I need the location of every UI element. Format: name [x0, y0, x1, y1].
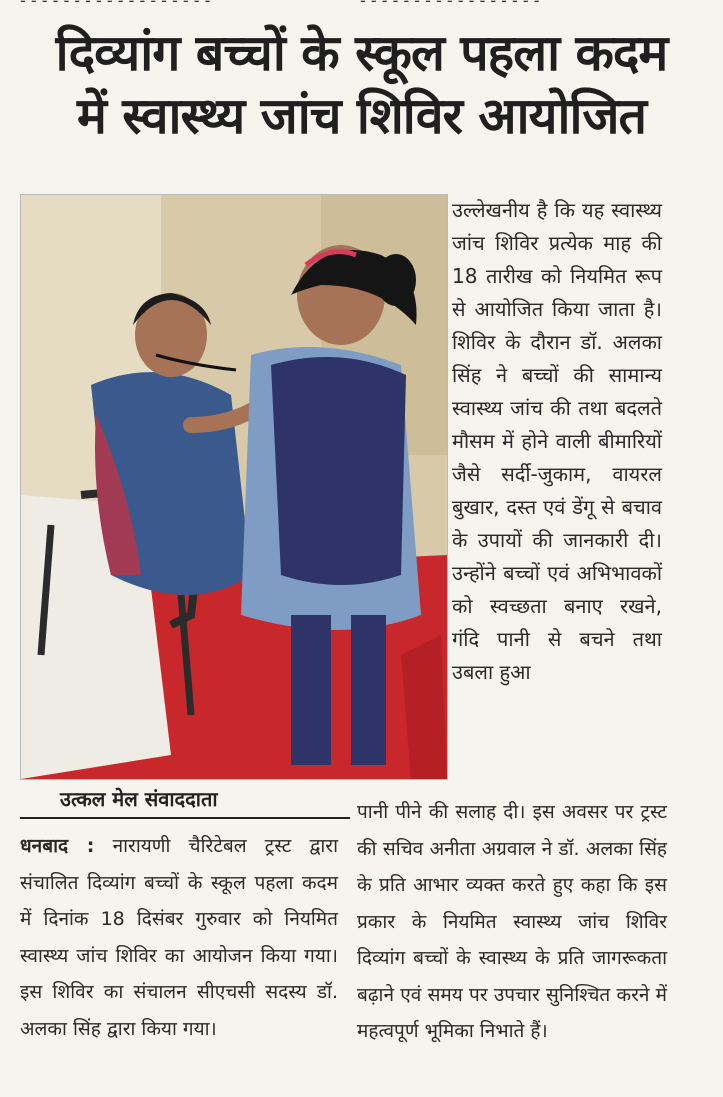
- byline-block: [20, 785, 350, 821]
- article-left-column: [20, 828, 338, 1047]
- news-photo: [20, 194, 448, 780]
- byline-rule: [20, 817, 350, 819]
- article-right-column: उल्लेखनीय है कि यह स्वास्थ्य जांच शिविर प्रत्येक माह की 18 तारीख को नियमित रूप से आयोजित किया जाता है। शिविर के दौरान डॉ. अलका सिंह ने बच्चों की सामान्य स्वास्थ्य जांच की तथा बदलते मौसम में होने वाली बीमारियों जैसे सर्दी-जुकाम, वायरल बुखार, दस्त एवं डेंगू से बचाव के उपायों की जानकारी दी। उन्होंने बच्चों एवं अभिभावकों को स्वच्छता बनाए रखने, गंदि पानी से बचने तथा उबला हुआ: [452, 198, 662, 684]
- health-checkup-photo: [21, 195, 447, 779]
- cropped-previous-text: - - - - - - - - - - - - - - - - - - - - - - - - - - - - - - - - - - -: [20, 0, 540, 10]
- dateline: धनबाद :: [20, 835, 95, 857]
- headline: [0, 22, 723, 148]
- byline: उत्कल मेल संवाददाता: [60, 787, 218, 811]
- article-left-text: नारायणी चैरिटेबल ट्रस्ट द्वारा संचालित दिव्यांग बच्चों के स्कूल पहला कदम में दिनांक 18 दिसंबर गुरुवार को नियमित स्वास्थ्य जांच शिविर का आयोजन किया गया। इस शिविर का संचालन सीएचसी सदस्य डॉ. अलका सिंह द्वारा किया गया।: [20, 835, 338, 1040]
- headline-line-2: में स्वास्थ्य जांच शिविर आयोजित: [76, 87, 647, 145]
- headline-line-1: दिव्यांग बच्चों के स्कूल पहला कदम: [55, 24, 668, 82]
- article-bottom-right-column: पानी पीने की सलाह दी। इस अवसर पर ट्रस्ट की सचिव अनीता अग्रवाल ने डॉ. अलका सिंह के प्रति आभार व्यक्त करते हुए कहा कि इस प्रकार के नियमित स्वास्थ्य जांच शिविर दिव्यांग बच्चों के स्वास्थ्य के प्रति जागरूकता बढ़ाने एवं समय पर उपचार सुनिश्चित करने में महत्वपूर्ण भूमिका निभाते हैं।: [357, 801, 667, 1042]
